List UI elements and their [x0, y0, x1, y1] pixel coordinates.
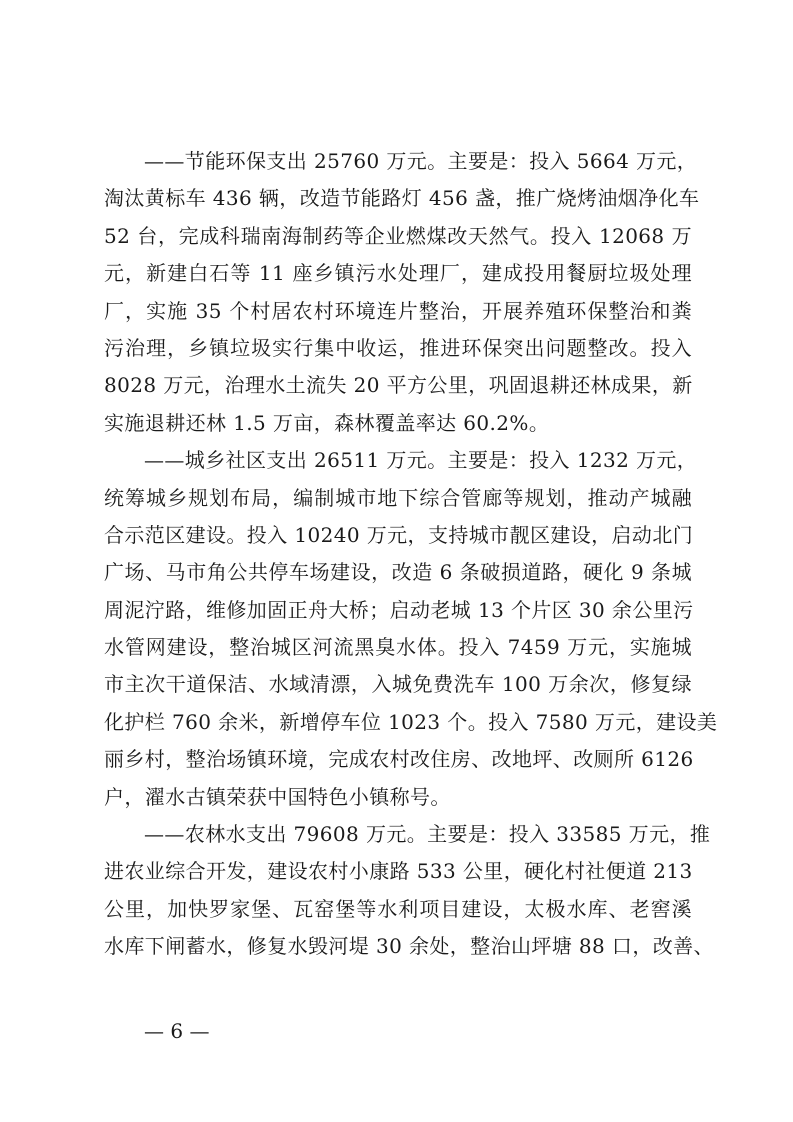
paragraph-urban-line-6: 水管网建设，整治城区河流黑臭水体。投入 7459 万元，实施城	[104, 635, 692, 660]
paragraph-urban-line-9: 丽乡村，整治场镇环境，完成农村改住房、改地坪、改厕所 6126	[104, 747, 694, 772]
paragraph-urban-line-1: ——城乡社区支出 26511 万元。主要是：投入 1232 万元，	[144, 448, 698, 473]
paragraph-urban-line-5: 周泥泞路，维修加固正舟大桥；启动老城 13 个片区 30 余公里污	[104, 597, 694, 622]
paragraph-energy-line-5: 厂，实施 35 个村居农村环境连片整治，开展养殖环保整治和粪	[104, 298, 692, 323]
paragraph-urban-line-2: 统筹城乡规划布局，编制城市地下综合管廊等规划，推动产城融	[104, 485, 692, 510]
paragraph-agriculture-line-4: 水库下闸蓄水，修复水毁河堤 30 余处，整治山坪塘 88 口，改善、	[104, 934, 714, 959]
paragraph-energy-line-6: 污治理，乡镇垃圾实行集中收运，推进环保突出问题整改。投入	[104, 335, 692, 360]
body-text	[104, 143, 718, 966]
paragraph-urban-line-7: 市主次干道保洁、水域清漂，入城免费洗车 100 万余次，修复绿	[104, 672, 692, 697]
paragraph-agriculture-line-3: 公里，加快罗家堡、瓦窑堡等水利项目建设，太极水库、老窖溪	[104, 896, 692, 921]
paragraph-urban-line-8: 化护栏 760 余米，新增停车位 1023 个。投入 7580 万元，建设美	[104, 709, 718, 734]
paragraph-energy-line-3: 52 台，完成科瑞南海制药等企业燃煤改天然气。投入 12068 万	[104, 223, 692, 248]
page-number: — 6 —	[144, 1019, 210, 1043]
paragraph-energy-line-4: 元，新建白石等 11 座乡镇污水处理厂，建成投用餐厨垃圾处理	[104, 261, 692, 286]
paragraph-energy-line-7: 8028 万元，治理水土流失 20 平方公里，巩固退耕还林成果，新	[104, 373, 693, 398]
paragraph-energy-line-2: 淘汰黄标车 436 辆，改造节能路灯 456 盏，推广烧烤油烟净化车	[104, 186, 700, 211]
paragraph-energy-line-1: ——节能环保支出 25760 万元。主要是：投入 5664 万元，	[144, 149, 698, 173]
paragraph-energy-line-8: 实施退耕还林 1.5 万亩，森林覆盖率达 60.2%。	[104, 410, 550, 435]
paragraph-urban-line-4: 广场、马市角公共停车场建设，改造 6 条破损道路，硬化 9 条城	[104, 560, 692, 585]
paragraph-urban-line-10: 户，濯水古镇荣获中国特色小镇称号。	[104, 784, 451, 809]
paragraph-urban-line-3: 合示范区建设。投入 10240 万元，支持城市靓区建设，启动北门	[104, 522, 694, 547]
paragraph-agriculture-line-2: 进农业综合开发，建设农村小康路 533 公里，硬化村社便道 213	[104, 859, 693, 884]
paragraph-agriculture-line-1: ——农林水支出 79608 万元。主要是：投入 33585 万元，推	[144, 822, 711, 847]
